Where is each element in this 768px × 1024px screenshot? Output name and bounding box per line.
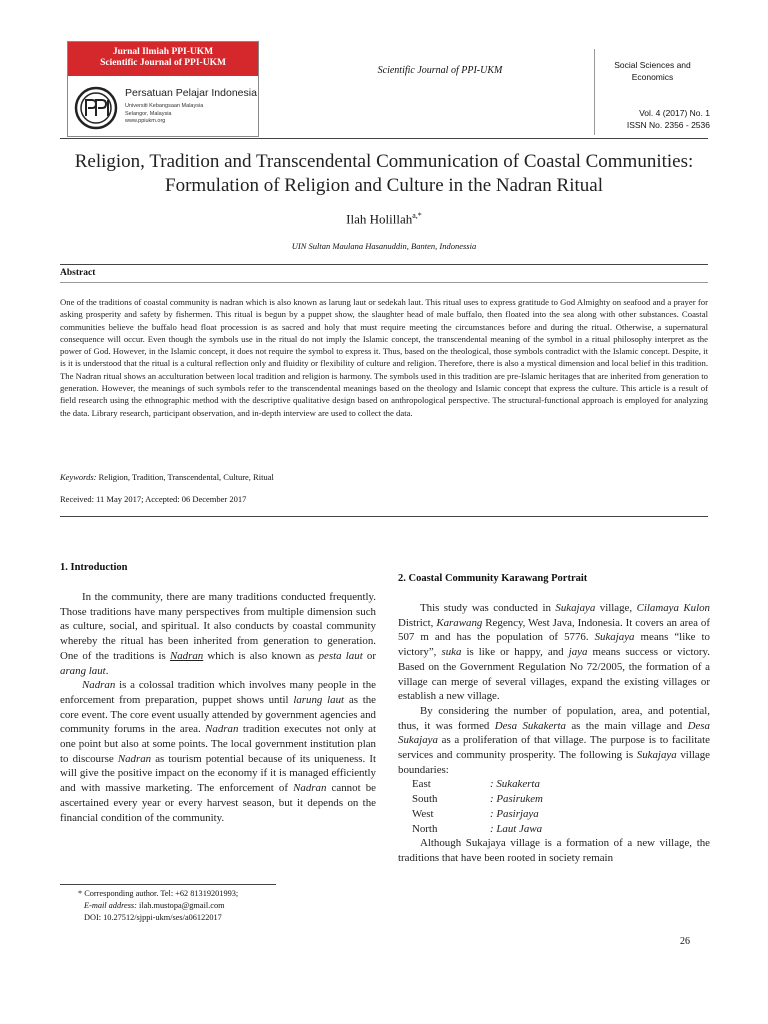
footnote: * Corresponding author. Tel: +62 81319201993; E-mail address: ilah.mustopa@gmail.com DOI: 10.27512/sjppi-ukm/ses/a06122017 <box>78 889 239 922</box>
header-divider <box>60 138 708 139</box>
journal-logo <box>67 41 259 137</box>
logo-banner <box>68 42 258 76</box>
intro-heading: 1. Introduction <box>60 562 128 573</box>
intro-body <box>60 590 376 825</box>
section2-heading: 2. Coastal Community Karawang Portrait <box>398 573 588 584</box>
boundary-place: : Sukakerta <box>490 778 540 791</box>
section-label: Social Sciences and Economics <box>614 60 691 82</box>
paper-title: Religion, Tradition and Transcendental Communication of Coastal Communities: Formulation of Religion and Culture in the Nadran Ritual <box>74 151 694 196</box>
abstract-heading: Abstract <box>60 268 96 278</box>
intro-paragraph: In the community, there are many traditions conducted frequently. Those traditions have many perspectives from multiple dimension such as culture, social, and spiritual. It also conducts by coastal community whereby the ritual has been inherited from generation to generation. One of the traditions is Nadran which is also known as pesta laut or arang laut. <box>60 591 377 677</box>
boundary-direction: North <box>412 822 438 835</box>
org-address: Universiti Kebangsaan Malaysia Selangor, Malaysia www.ppiukm.org <box>125 103 204 124</box>
journal-name: Scientific Journal of PPI-UKM <box>377 65 503 76</box>
boundary-place: : Pasirukem <box>490 793 543 806</box>
abstract-head-rule <box>60 282 708 283</box>
boundary-place: : Pasirjaya <box>490 807 539 820</box>
logo-title: Jurnal Ilmiah PPI-UKM <box>112 47 214 57</box>
abstract-bottom-rule <box>60 516 708 517</box>
boundaries-table <box>412 777 710 836</box>
abstract-top-rule <box>60 264 708 265</box>
section2-paragraph: Although Sukajaya village is a formation of a new village, the traditions that have been rooted in society remain <box>398 837 710 864</box>
footnote-rule <box>60 884 276 885</box>
abstract-text: One of the traditions of coastal community is nadran which is also known as larung laut or sedekah laut. This ritual uses to express gratitude to God Almighty on seafood and a prayer for asking prosperity and safety by fishermen. This ritual is begun by a puppet show, the slaughter head of male buffalo, then floated into the sea along with other substances. Coastal communities believe the buffalo head float procession is as sacred and holy that must require meeting the circumstances before and during the ritual. Otherwise, a supernatural consequence will occur. Even though the symbols use in the ritual do not imply the Islamic concept, the transcendental meaning of the symbol in a ritual philosophy interpret as the power of God. However, in the Islamic concept, it does not require the symbol to express it. Thus, based on the theological, those symbols contradict with the Islamic concept. Despite, it is it is understood that the ritual is a cultural reflection only and fluidity or flexibility of culture and religion. Therefore, there is also a mystical dimension and local belief in this tradition. The Nadran ritual shows an acculturation between local tradition and religion is harmony. The symbols used in this tradition are pre-Islamic heritages that are inherited from generation to generation. However, the meanings of such symbols refer to the transcendental meanings based on the theology and Islamic concept that express the culture. This article is a result of field research using the ethnographic method with the descriptive qualitative design based on anthropological perspective. The structural-functional approach is employed for analyzing the data. Library research, participant observation, and in-depth interview are used to collect the data. <box>60 297 708 418</box>
section2-body <box>398 601 710 866</box>
section2-paragraph: This study was conducted in Sukajaya village, Cilamaya Kulon District, Karawang Regency, West Java, Indonesia. It covers an area of 507 m and has the population of 5776. Sukajaya means “like to victory”, suka is like or happy, and jaya means success or victory. Based on the Government Regulation No 72/2005, the formation of a village can merge of several villages, expand the existing villages or establish a new village. <box>398 602 711 703</box>
boundary-direction: South <box>412 793 438 806</box>
keywords: Keywords: Religion, Tradition, Transcendental, Culture, Ritual <box>60 472 274 482</box>
received-date: Received: 11 May 2017; Accepted: 06 December 2017 <box>60 494 247 504</box>
org-name: Persatuan Pelajar Indonesia <box>125 87 257 99</box>
boundary-place: : Laut Jawa <box>490 822 543 835</box>
author: Ilah Holillah$^{a,*}$ <box>346 211 422 227</box>
journal-meta <box>594 49 710 135</box>
affiliation: UIN Sultan Maulana Hasanuddin, Banten, Indonessia <box>291 241 477 251</box>
ppi-emblem-icon <box>74 86 118 130</box>
boundary-direction: East <box>412 778 431 791</box>
volume-info: Vol. 4 (2017) No. 1 ISSN No. 2356 - 2536 <box>626 108 710 130</box>
intro-paragraph: Nadran is a colossal tradition which involves many people in the enforcement from preparation, puppet shows until larung laut as the core event. The core event usually attended by government agencies and community forums in the area. Nadran tradition executes not only at one point but also at some points. The local government institution plan to discourse Nadran as tourism potential because of its uniqueness. It will give the positive impact on the economy if it is managed efficiently and with massive marketing. The enforcement of Nadran cannot be ascertained every year or every harvest season, but it depends on the financial condition of the community. <box>60 679 377 824</box>
section2-paragraph: By considering the number of population, area, and potential, thus, it was formed Desa Sukakerta as the main village and Desa Sukajaya as a proliferation of that village. The purpose is to facilitate services and community prosperity. The following is Sukajaya village boundaries: <box>398 704 710 776</box>
boundary-direction: West <box>412 807 434 820</box>
page-number: 26 <box>680 936 690 947</box>
logo-subtitle: Scientific Journal of PPI-UKM <box>100 58 226 68</box>
